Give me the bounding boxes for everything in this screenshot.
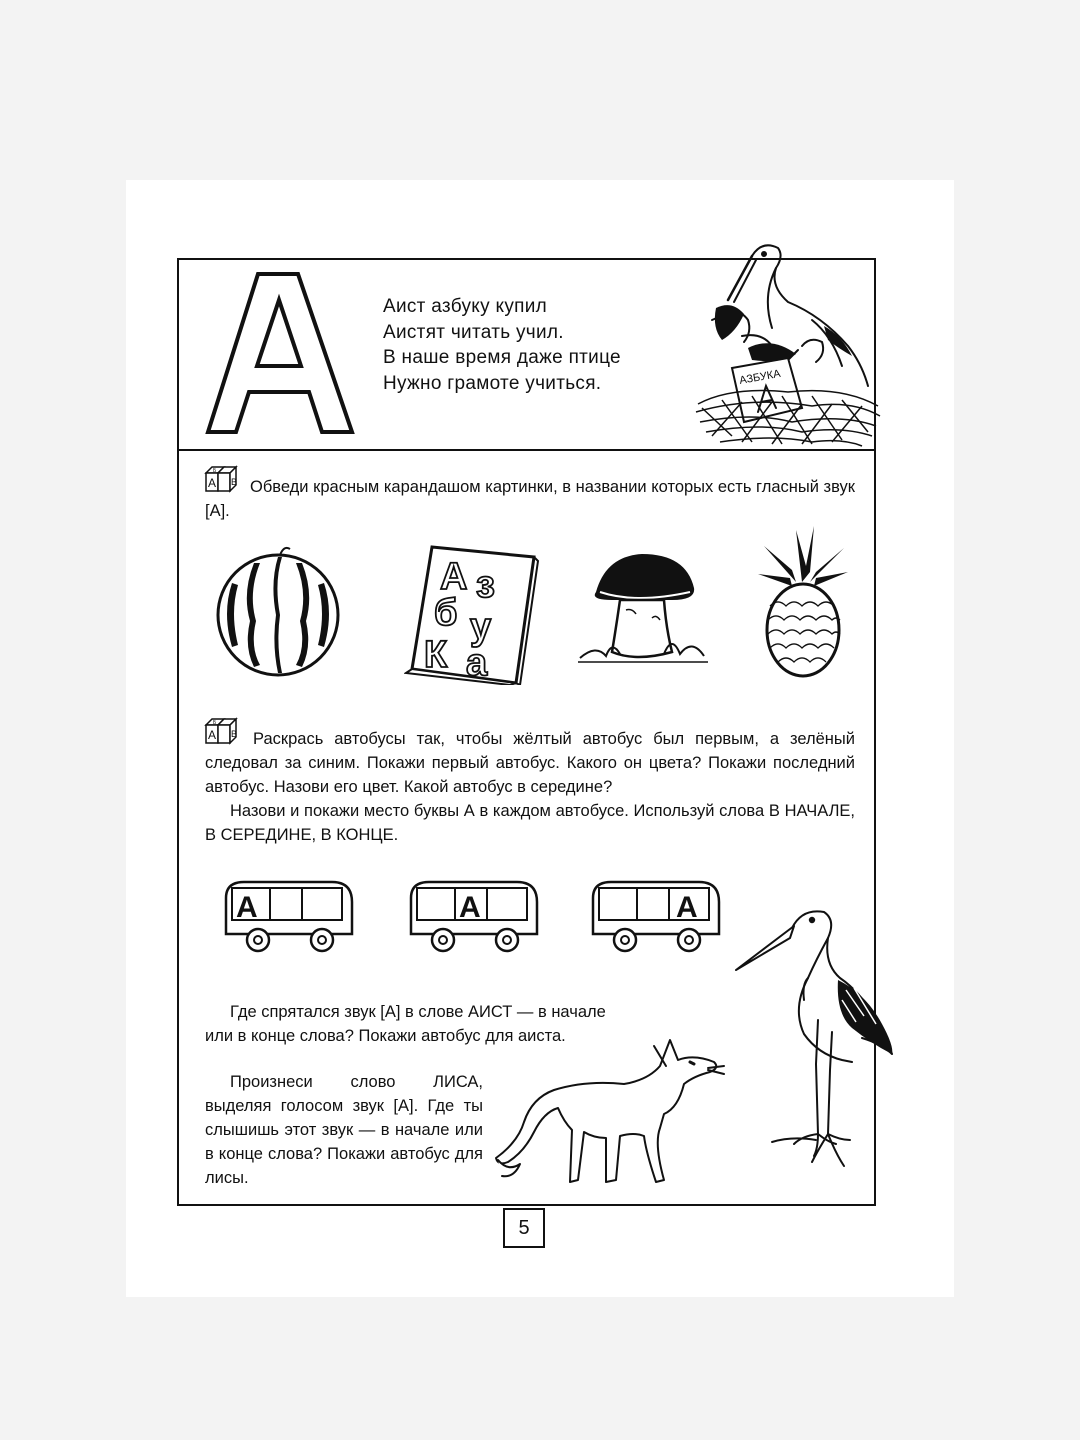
poem-line: Аистят читать учил. bbox=[383, 321, 564, 343]
stork-nest-icon bbox=[692, 236, 884, 458]
bus-icon bbox=[405, 876, 540, 956]
task-3-paragraph-1: Где спрятался звук [А] в слове АИСТ — в начале или в конце слова? Покажи автобус для аиста. bbox=[205, 1003, 606, 1045]
alphabet-book-icon bbox=[404, 543, 540, 685]
abc-letter: А bbox=[208, 728, 217, 742]
abc-letter: В bbox=[231, 729, 238, 739]
book-letter: а bbox=[466, 642, 488, 684]
book-letter: А bbox=[440, 556, 468, 598]
abc-letter: В bbox=[231, 477, 238, 487]
poem-line: Аист азбуку купил bbox=[383, 296, 548, 317]
task-2-paragraph-2: Назови и покажи место буквы А в каждом автобусе. Используй слова В НАЧАЛЕ, В СЕРЕДИНЕ, В КОНЦЕ. bbox=[205, 802, 855, 844]
task-3 bbox=[205, 1000, 609, 1048]
abc-letter: Б bbox=[213, 720, 217, 726]
poem-line: В наше время даже птице bbox=[383, 347, 621, 368]
bus-letter: А bbox=[236, 891, 258, 924]
abc-letter: Б bbox=[213, 468, 217, 474]
book-letter: у bbox=[470, 606, 492, 648]
bus-icon bbox=[587, 876, 722, 956]
bus-letter: А bbox=[676, 891, 698, 924]
task-1-text: Обведи красным карандашом картинки, в названии которых есть гласный звук [А]. bbox=[205, 478, 855, 520]
task-3-b bbox=[205, 1070, 483, 1190]
page-number: 5 bbox=[503, 1208, 545, 1248]
book-letter: з bbox=[476, 564, 495, 606]
bus-icon bbox=[220, 876, 355, 956]
watermelon-icon bbox=[214, 543, 344, 677]
pineapple-icon bbox=[756, 526, 850, 678]
task-3-paragraph-2: Произнеси слово ЛИСА, выделяя голосом звук [А]. Где ты слышишь этот звук — в начале или в конце слова? Покажи автобус для лисы. bbox=[205, 1073, 483, 1187]
poem-line: Нужно грамоте учиться. bbox=[383, 372, 602, 394]
mushroom-icon bbox=[576, 548, 712, 670]
fox-icon bbox=[494, 1032, 726, 1192]
book-letter: К bbox=[424, 634, 448, 676]
poem bbox=[383, 294, 621, 396]
task-2 bbox=[205, 727, 855, 847]
task-2-paragraph-1: Раскрась автобусы так, чтобы жёлтый автобус был первым, а зелёный следовал за синим. Покажи первый автобус. Какого он цвета? Покажи последний автобус. Назови его цвет. Какой автобус в середине? bbox=[205, 730, 855, 796]
bus-letter: А bbox=[459, 891, 481, 924]
stork-icon bbox=[732, 904, 902, 1174]
abc-letter: А bbox=[208, 476, 217, 490]
task-1 bbox=[205, 475, 855, 523]
big-letter-icon bbox=[196, 268, 366, 438]
svg-text:АЗБУКА: АЗБУКА bbox=[738, 367, 782, 387]
book-letter: б bbox=[434, 592, 458, 634]
